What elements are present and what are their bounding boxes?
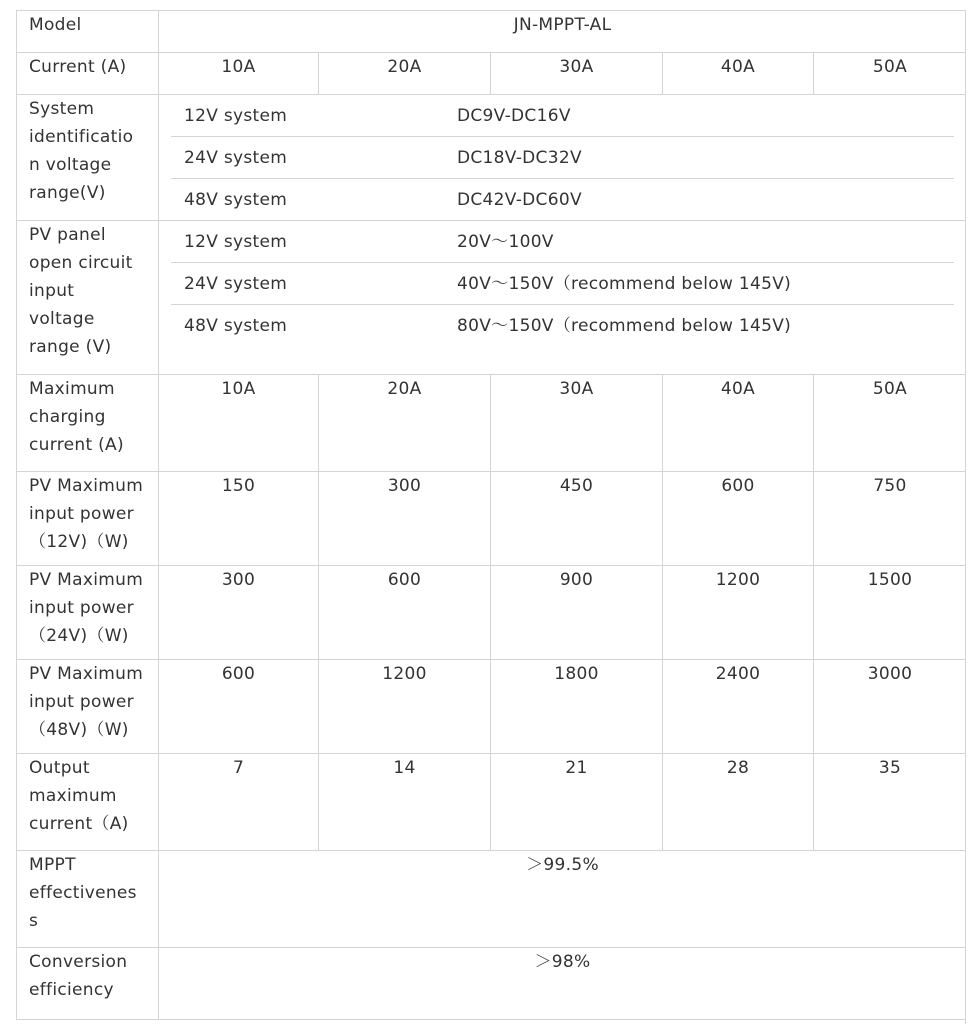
label-line: input — [29, 281, 75, 301]
system-type: 24V system — [184, 273, 288, 294]
pv-12v-label — [17, 472, 159, 566]
label-line: Conversion — [29, 952, 128, 972]
label-line: input power — [29, 504, 134, 524]
sub-row — [171, 137, 954, 179]
system-voltage: DC9V-DC16V — [457, 105, 571, 126]
label-line: range (V) — [29, 337, 112, 357]
label-line: System — [29, 99, 95, 119]
label-line: Maximum — [29, 379, 115, 399]
pv-24v-value: 1500 — [814, 566, 967, 660]
pv-24v-value: 1200 — [663, 566, 814, 660]
system-voltage: DC42V-DC60V — [457, 189, 582, 210]
table-row-mppt — [17, 851, 967, 948]
table-row-current — [17, 53, 967, 95]
spec-table — [16, 10, 966, 1020]
label-line: maximum — [29, 786, 117, 806]
pv-48v-value: 1800 — [491, 660, 663, 754]
table-row-pv-48v — [17, 660, 967, 754]
system-type: 12V system — [184, 105, 288, 126]
label-line: voltage — [29, 309, 95, 329]
max-charging-value: 30A — [491, 375, 663, 472]
pv-48v-value: 600 — [159, 660, 319, 754]
label-line: （48V)（W) — [29, 720, 129, 740]
table-row-pv-24v — [17, 566, 967, 660]
current-value: 40A — [663, 53, 814, 95]
table-row-model — [17, 11, 967, 53]
spec-table-container — [16, 10, 966, 1024]
pv-24v-label — [17, 566, 159, 660]
label-line: s — [29, 911, 39, 931]
label-line: n voltage — [29, 155, 112, 175]
sub-row — [171, 221, 954, 263]
table-row-output-max — [17, 754, 967, 851]
pv-48v-value: 3000 — [814, 660, 967, 754]
label-line: identificatio — [29, 127, 134, 147]
current-value: 50A — [814, 53, 967, 95]
system-identification-values — [159, 95, 967, 221]
label-line: current (A) — [29, 435, 124, 455]
pv-48v-label — [17, 660, 159, 754]
label-line: （24V)（W) — [29, 626, 129, 646]
pv-24v-value: 300 — [159, 566, 319, 660]
label-line: charging — [29, 407, 106, 427]
max-charging-value: 40A — [663, 375, 814, 472]
system-type: 24V system — [184, 147, 288, 168]
label-line: effectivenes — [29, 883, 137, 903]
label-line: input power — [29, 692, 134, 712]
sub-row — [171, 95, 954, 137]
max-charging-value: 10A — [159, 375, 319, 472]
pv-12v-value: 750 — [814, 472, 967, 566]
output-max-value: 28 — [663, 754, 814, 851]
pv-24v-value: 900 — [491, 566, 663, 660]
conversion-label — [17, 948, 159, 1020]
table-row-pv-open-circuit — [17, 221, 967, 375]
system-type: 12V system — [184, 231, 288, 252]
open-circuit-voltage: 40V～150V（recommend below 145V) — [457, 273, 792, 294]
label-line: MPPT — [29, 855, 76, 875]
sub-row — [171, 305, 954, 346]
label-line: PV panel — [29, 225, 106, 245]
output-max-value: 7 — [159, 754, 319, 851]
label-line: current（A) — [29, 814, 129, 834]
system-type: 48V system — [184, 189, 288, 210]
system-identification-label — [17, 95, 159, 221]
max-charging-value: 20A — [319, 375, 491, 472]
open-circuit-voltage: 20V～100V — [457, 231, 554, 252]
pv-12v-value: 600 — [663, 472, 814, 566]
pv-12v-value: 150 — [159, 472, 319, 566]
current-value: 20A — [319, 53, 491, 95]
label-line: PV Maximum — [29, 664, 144, 684]
label-line: Output — [29, 758, 90, 778]
model-label: Model — [17, 11, 159, 53]
system-voltage: DC18V-DC32V — [457, 147, 582, 168]
output-max-value: 21 — [491, 754, 663, 851]
table-row-system-identification — [17, 95, 967, 221]
sub-row — [171, 179, 954, 220]
table-row-pv-12v — [17, 472, 967, 566]
mppt-label — [17, 851, 159, 948]
current-value: 10A — [159, 53, 319, 95]
max-charging-value: 50A — [814, 375, 967, 472]
output-max-value: 14 — [319, 754, 491, 851]
pv-12v-value: 450 — [491, 472, 663, 566]
pv-open-circuit-values — [159, 221, 967, 375]
open-circuit-voltage: 80V～150V（recommend below 145V) — [457, 315, 792, 336]
pv-12v-value: 300 — [319, 472, 491, 566]
system-type: 48V system — [184, 315, 288, 336]
pv-open-circuit-label — [17, 221, 159, 375]
conversion-value: ＞98% — [159, 948, 967, 1020]
mppt-value: ＞99.5% — [159, 851, 967, 948]
table-row-max-charging — [17, 375, 967, 472]
max-charging-label — [17, 375, 159, 472]
pv-48v-value: 2400 — [663, 660, 814, 754]
label-line: open circuit — [29, 253, 133, 273]
label-line: range(V) — [29, 183, 106, 203]
current-value: 30A — [491, 53, 663, 95]
pv-24v-value: 600 — [319, 566, 491, 660]
sub-row — [171, 263, 954, 305]
label-line: PV Maximum — [29, 570, 144, 590]
label-line: （12V)（W) — [29, 532, 129, 552]
output-max-value: 35 — [814, 754, 967, 851]
model-value: JN-MPPT-AL — [159, 11, 967, 53]
table-row-conversion — [17, 948, 967, 1020]
output-max-label — [17, 754, 159, 851]
label-line: input power — [29, 598, 134, 618]
label-line: efficiency — [29, 980, 114, 1000]
pv-48v-value: 1200 — [319, 660, 491, 754]
label-line: PV Maximum — [29, 476, 144, 496]
current-label: Current (A) — [17, 53, 159, 95]
